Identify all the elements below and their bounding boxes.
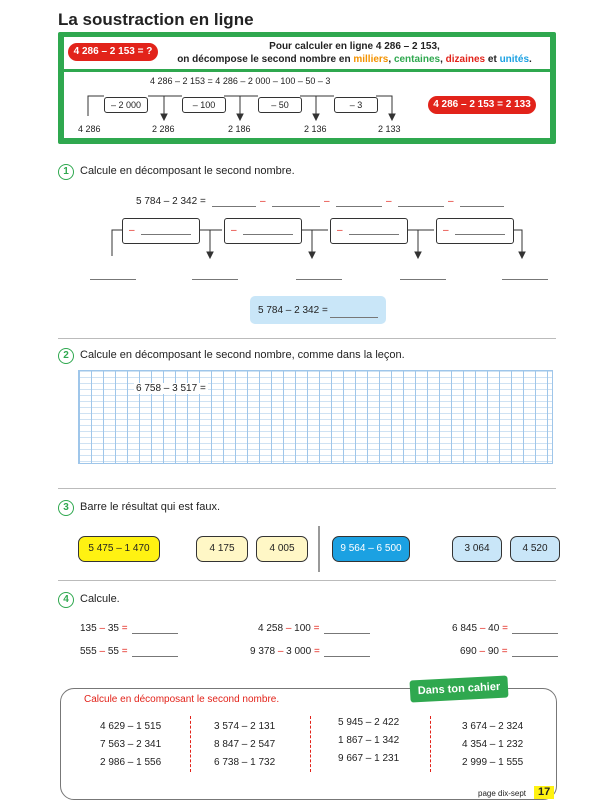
cahier-column bbox=[100, 718, 161, 772]
answer-blank[interactable] bbox=[296, 278, 342, 280]
answer-blank[interactable] bbox=[460, 205, 504, 207]
minus-sign: – bbox=[448, 196, 454, 207]
minus-sign: – bbox=[479, 646, 486, 657]
sep: , bbox=[440, 54, 446, 65]
page-title: La soustraction en ligne bbox=[58, 10, 254, 29]
cahier-instruction: Calcule en décomposant le second nombre. bbox=[84, 694, 280, 705]
calc-item: 135 – 35 = bbox=[80, 623, 128, 634]
cahier-tag: Dans ton cahier bbox=[409, 675, 508, 702]
cahier-item: 4 629 – 1 515 bbox=[100, 721, 162, 732]
answer-blank[interactable] bbox=[336, 205, 382, 207]
exercise-1-instruction: Calcule en décomposant le second nombre. bbox=[80, 165, 295, 177]
minus-sign: – bbox=[285, 623, 292, 634]
operand: 100 bbox=[294, 623, 311, 634]
answer-blank[interactable] bbox=[398, 205, 444, 207]
operand: 90 bbox=[487, 646, 499, 657]
exercise-1-final-expression: 5 784 – 2 342 = bbox=[258, 305, 328, 316]
operand: 3 000 bbox=[286, 646, 312, 657]
lesson-result-pill: 4 286 – 2 153 = 2 133 bbox=[428, 96, 536, 114]
calc-item: 4 258 – 100 = bbox=[258, 623, 320, 634]
cahier-item: 4 354 – 1 232 bbox=[462, 739, 524, 750]
calc-item: 9 378 – 3 000 = bbox=[250, 646, 320, 657]
operand: 55 bbox=[107, 646, 119, 657]
exercise-number: 4 bbox=[58, 592, 74, 608]
divider bbox=[58, 580, 556, 581]
lesson-step-2: – 100 bbox=[182, 97, 226, 113]
minus-sign: – bbox=[479, 623, 486, 634]
cahier-item: 2 999 – 1 555 bbox=[462, 757, 524, 768]
answer-blank[interactable] bbox=[330, 316, 378, 318]
lesson-step-3: – 50 bbox=[258, 97, 302, 113]
divider bbox=[58, 338, 556, 339]
step-box[interactable] bbox=[224, 218, 302, 244]
word-unites: unités bbox=[499, 54, 530, 65]
cahier-item: 5 945 – 2 422 bbox=[338, 717, 400, 728]
answer-blank[interactable] bbox=[212, 205, 256, 207]
answer-blank[interactable] bbox=[141, 233, 191, 235]
answer-choice[interactable]: 4 175 bbox=[196, 536, 248, 562]
answer-blank[interactable] bbox=[455, 233, 505, 235]
minus-sign: – bbox=[260, 196, 266, 207]
lesson-number: 2 133 bbox=[378, 124, 401, 134]
answer-blank[interactable] bbox=[272, 205, 320, 207]
sep: et bbox=[485, 54, 500, 65]
exercise-3-instruction: Barre le résultat qui est faux. bbox=[80, 501, 221, 513]
lesson-step-1: – 2 000 bbox=[104, 97, 148, 113]
exercise-3-operation-left: 5 475 – 1 470 bbox=[78, 536, 160, 562]
exercise-1-final-box bbox=[250, 296, 386, 324]
operand: 4 258 bbox=[258, 623, 284, 634]
calc-item: 690 – 90 = bbox=[460, 646, 508, 657]
answer-blank[interactable] bbox=[512, 655, 558, 657]
exercise-4-instruction: Calcule. bbox=[80, 593, 120, 605]
lesson-question-pill: 4 286 – 2 153 = ? bbox=[68, 43, 158, 61]
cahier-column bbox=[338, 714, 399, 768]
answer-blank[interactable] bbox=[324, 655, 370, 657]
column-separator bbox=[190, 716, 191, 772]
lesson-line-2-text: on décompose le second nombre en bbox=[177, 54, 354, 65]
word-dizaines: dizaines bbox=[445, 54, 486, 65]
exercise-2-expression: 6 758 – 3 517 = bbox=[136, 383, 206, 394]
cahier-item: 1 867 – 1 342 bbox=[338, 735, 400, 746]
answer-blank[interactable] bbox=[512, 632, 558, 634]
cahier-item: 3 674 – 2 324 bbox=[462, 721, 524, 732]
minus-sign: – bbox=[324, 196, 330, 207]
page-footer-text: page dix-sept bbox=[478, 789, 527, 798]
word-milliers: milliers bbox=[353, 54, 389, 65]
minus-sign: – bbox=[231, 225, 237, 236]
cahier-column bbox=[462, 718, 523, 772]
cahier-item: 9 667 – 1 231 bbox=[338, 753, 400, 764]
minus-sign: – bbox=[337, 225, 343, 236]
lesson-line-1: Pour calculer en ligne 4 286 – 2 153, bbox=[269, 41, 440, 52]
column-separator bbox=[310, 716, 311, 772]
minus-sign: – bbox=[277, 646, 284, 657]
page-number: 17 bbox=[534, 786, 554, 799]
answer-blank[interactable] bbox=[349, 233, 399, 235]
operand: 40 bbox=[488, 623, 500, 634]
answer-blank[interactable] bbox=[502, 278, 548, 280]
lesson-number: 2 286 bbox=[152, 124, 175, 134]
answer-choice[interactable]: 4 005 bbox=[256, 536, 308, 562]
lesson-line-2 bbox=[162, 53, 547, 66]
exercise-1-expression: 5 784 – 2 342 = bbox=[136, 196, 206, 207]
calc-item: 555 – 55 = bbox=[80, 646, 128, 657]
answer-blank[interactable] bbox=[400, 278, 446, 280]
exercise-number: 1 bbox=[58, 164, 74, 180]
exercise-3-operation-right: 9 564 – 6 500 bbox=[332, 536, 410, 562]
calc-item: 6 845 – 40 = bbox=[452, 623, 508, 634]
word-centaines: centaines bbox=[393, 54, 441, 65]
lesson-number: 2 136 bbox=[304, 124, 327, 134]
step-box[interactable] bbox=[122, 218, 200, 244]
minus-sign: – bbox=[129, 225, 135, 236]
operand: 690 bbox=[460, 646, 477, 657]
answer-blank[interactable] bbox=[132, 655, 178, 657]
answer-blank[interactable] bbox=[90, 278, 136, 280]
step-box[interactable] bbox=[436, 218, 514, 244]
cahier-item: 8 847 – 2 547 bbox=[214, 739, 276, 750]
sep: . bbox=[529, 54, 532, 65]
answer-blank[interactable] bbox=[132, 632, 178, 634]
separator bbox=[318, 526, 320, 572]
answer-choice[interactable]: 3 064 bbox=[452, 536, 502, 562]
operand: 9 378 bbox=[250, 646, 276, 657]
cahier-item: 6 738 – 1 732 bbox=[214, 757, 276, 768]
answer-choice[interactable]: 4 520 bbox=[510, 536, 560, 562]
cahier-column bbox=[214, 718, 275, 772]
exercise-number: 2 bbox=[58, 348, 74, 364]
answer-blank[interactable] bbox=[324, 632, 370, 634]
operand: 6 845 bbox=[452, 623, 478, 634]
cahier-item: 3 574 – 2 131 bbox=[214, 721, 276, 732]
lesson-decomposition: 4 286 – 2 153 = 4 286 – 2 000 – 100 – 50 – 3 bbox=[150, 76, 331, 86]
cahier-item: 7 563 – 2 341 bbox=[100, 739, 162, 750]
lesson-number: 4 286 bbox=[78, 124, 101, 134]
minus-sign: – bbox=[443, 225, 449, 236]
exercise-number: 3 bbox=[58, 500, 74, 516]
step-box[interactable] bbox=[330, 218, 408, 244]
divider bbox=[58, 488, 556, 489]
minus-sign: – bbox=[386, 196, 392, 207]
operand: 555 bbox=[80, 646, 97, 657]
sep: , bbox=[388, 54, 394, 65]
answer-blank[interactable] bbox=[243, 233, 293, 235]
cahier-item: 2 986 – 1 556 bbox=[100, 757, 162, 768]
lesson-number: 2 186 bbox=[228, 124, 251, 134]
lesson-step-4: – 3 bbox=[334, 97, 378, 113]
lesson-explanation bbox=[162, 40, 547, 66]
column-separator bbox=[430, 716, 431, 772]
operand: 135 bbox=[80, 623, 97, 634]
answer-blank[interactable] bbox=[192, 278, 238, 280]
operand: 35 bbox=[107, 623, 119, 634]
minus-sign: – bbox=[99, 623, 106, 634]
exercise-2-instruction: Calcule en décomposant le second nombre, comme dans la leçon. bbox=[80, 349, 405, 361]
minus-sign: – bbox=[99, 646, 106, 657]
